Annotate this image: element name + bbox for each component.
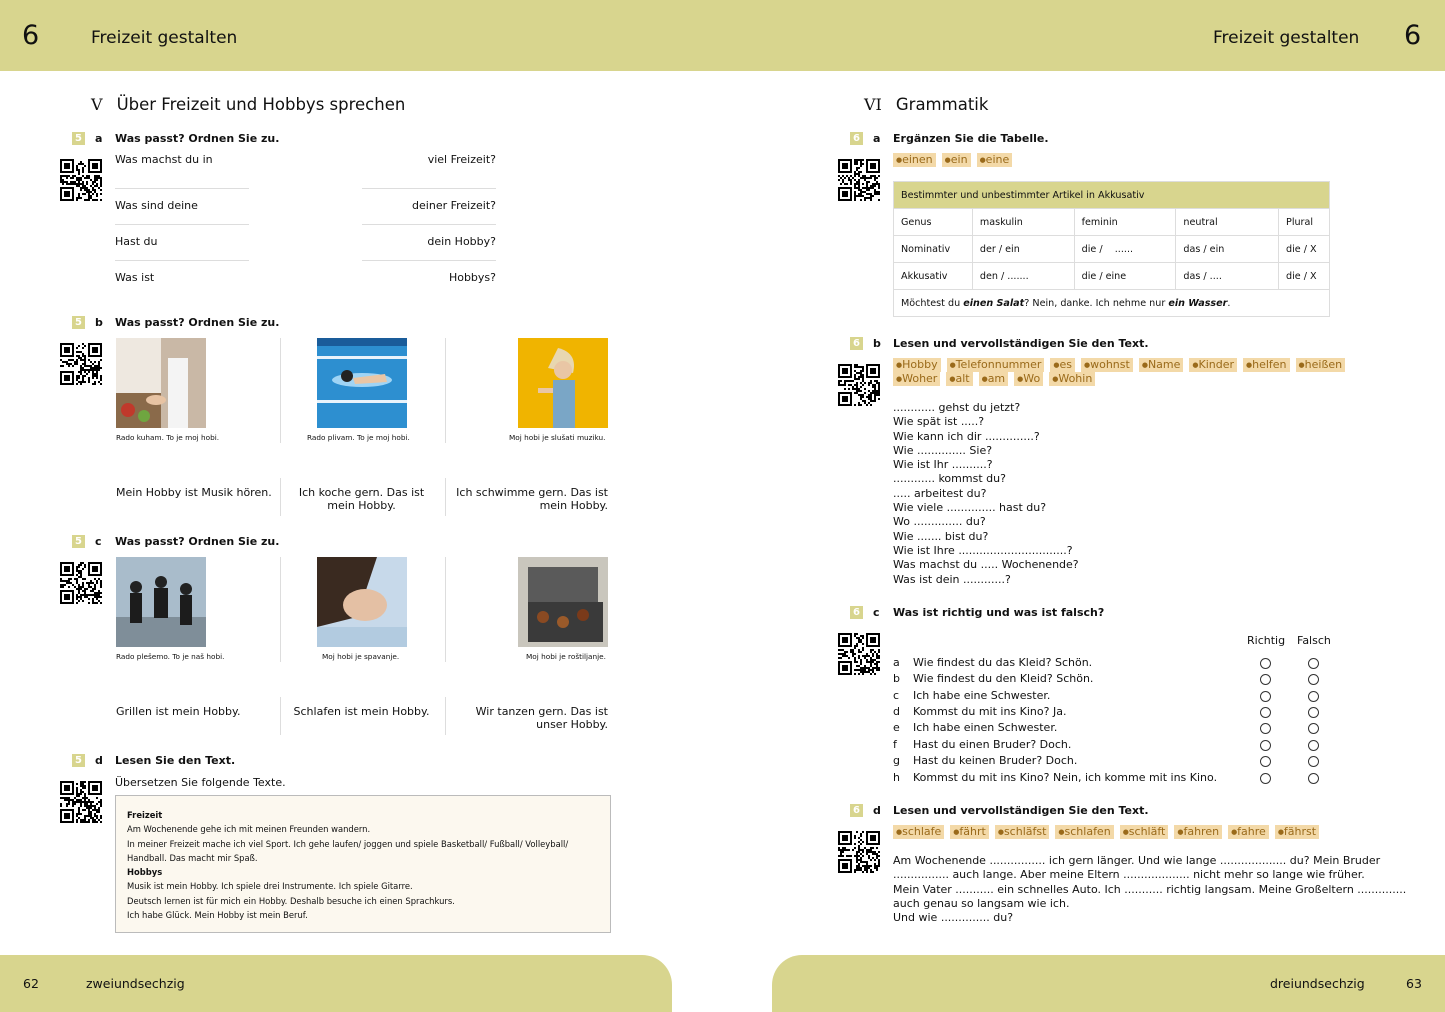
option-text[interactable]: Mein Hobby ist Musik hören. xyxy=(116,486,272,499)
falsch-radio[interactable] xyxy=(1308,674,1319,685)
match-left-item[interactable]: Was sind deine xyxy=(115,199,198,212)
exercise-letter: d xyxy=(873,804,881,817)
exercise-letter: b xyxy=(95,316,103,329)
fill-line[interactable]: Wie kann ich dir ..............? xyxy=(893,429,1040,443)
option-text[interactable]: Ich schwimme gern. Das ist mein Hobby. xyxy=(456,486,608,512)
divider xyxy=(280,697,281,735)
word-chip[interactable]: ● schläfst xyxy=(995,825,1050,839)
qr-code-icon[interactable] xyxy=(60,781,102,823)
match-right-item[interactable]: deiner Freizeit? xyxy=(412,199,496,212)
example-bold: einen Salat xyxy=(963,297,1025,309)
fill-line[interactable]: Was machst du ..... Wochenende? xyxy=(893,558,1079,572)
row-letter: g xyxy=(893,754,900,767)
table-cell: maskulin xyxy=(972,209,1074,236)
word-chip[interactable]: ● es xyxy=(1050,358,1075,372)
exercise-letter: b xyxy=(873,337,881,350)
qr-code-icon[interactable] xyxy=(60,562,102,604)
grilling-photo[interactable] xyxy=(518,557,608,647)
richtig-radio[interactable] xyxy=(1260,674,1271,685)
qr-code-icon[interactable] xyxy=(838,364,880,406)
header-title-right: Freizeit gestalten xyxy=(1213,28,1360,48)
statement-row xyxy=(893,705,1066,718)
word-bank xyxy=(893,358,1351,372)
word-chip[interactable]: ● alt xyxy=(946,372,972,386)
exercise-letter: c xyxy=(95,535,102,548)
qr-code-icon[interactable] xyxy=(60,159,102,201)
richtig-radio[interactable] xyxy=(1260,756,1271,767)
exercise-number: 5 xyxy=(72,535,85,548)
qr-code-graphic xyxy=(60,781,102,823)
word-chip[interactable]: ● ein xyxy=(942,153,971,167)
sleeping-photo[interactable] xyxy=(317,557,407,647)
word-bank xyxy=(893,825,1325,839)
fill-line[interactable]: Wie ist Ihre ...............................? xyxy=(893,543,1073,557)
word-chip[interactable]: ● Woher xyxy=(893,372,940,386)
photo-caption: Moj hobi je roštiljanje. xyxy=(526,652,606,661)
richtig-radio[interactable] xyxy=(1260,658,1271,669)
exercise-title: Was passt? Ordnen Sie zu. xyxy=(115,535,280,548)
word-chip[interactable]: ● schlafe xyxy=(893,825,944,839)
table-cell: neutral xyxy=(1176,209,1279,236)
text-heading: Freizeit xyxy=(127,810,163,820)
statement-row xyxy=(893,721,1057,734)
qr-code-graphic xyxy=(838,364,880,406)
exercise-title: Lesen und vervollständigen Sie den Text. xyxy=(893,337,1149,350)
qr-code-graphic xyxy=(60,343,102,385)
table-title: Bestimmter und unbestimmter Artikel in Akkusativ xyxy=(894,182,1330,209)
divider xyxy=(445,478,446,516)
falsch-radio[interactable] xyxy=(1308,707,1319,718)
exercise-title: Ergänzen Sie die Tabelle. xyxy=(893,132,1049,145)
divider xyxy=(362,260,496,261)
fill-line[interactable]: ............ kommst du? xyxy=(893,472,1006,486)
table-cell: die / X xyxy=(1279,236,1330,263)
divider xyxy=(280,478,281,516)
music-photo[interactable] xyxy=(518,338,608,428)
word-chip[interactable]: ● Wohin xyxy=(1049,372,1095,386)
statement-row xyxy=(893,754,1077,767)
chapter-number-right: 6 xyxy=(1404,20,1422,51)
falsch-radio[interactable] xyxy=(1308,723,1319,734)
text-line: In meiner Freizeit mache ich viel Sport. Ich gehe laufen/ joggen und spiele Basketball/ Fußball/ Volleyball/ xyxy=(127,838,569,849)
divider xyxy=(115,224,249,225)
divider xyxy=(362,224,496,225)
page-number-left: 62 xyxy=(23,976,39,991)
example-bold: ein Wasser xyxy=(1168,297,1228,309)
qr-code-graphic xyxy=(60,562,102,604)
exercise-title: Was passt? Ordnen Sie zu. xyxy=(115,316,280,329)
row-letter: d xyxy=(893,705,900,718)
word-chip[interactable]: ● einen xyxy=(893,153,936,167)
qr-code-graphic xyxy=(60,159,102,201)
exercise-number: 6 xyxy=(850,606,863,619)
text-line: Am Wochenende gehe ich mit meinen Freunden wandern. xyxy=(127,824,371,835)
text-line: Ich habe Glück. Mein Hobby ist mein Beruf. xyxy=(127,910,308,921)
qr-code-graphic xyxy=(838,831,880,873)
word-chip[interactable]: ● fahre xyxy=(1228,825,1269,839)
word-bank xyxy=(893,372,1101,386)
table-cell: Genus xyxy=(894,209,973,236)
fill-line[interactable]: ..... arbeitest du? xyxy=(893,486,987,500)
richtig-radio[interactable] xyxy=(1260,691,1271,702)
word-chip[interactable]: ● schlafen xyxy=(1055,825,1113,839)
falsch-radio[interactable] xyxy=(1308,756,1319,767)
word-chip[interactable]: ● fährt xyxy=(950,825,989,839)
fill-line[interactable]: Wie ist Ihr ..........? xyxy=(893,458,993,472)
photo-caption: Moj hobi je spavanje. xyxy=(322,652,400,661)
qr-code-graphic xyxy=(838,633,880,675)
exercise-number: 5 xyxy=(72,754,85,767)
richtig-radio[interactable] xyxy=(1260,723,1271,734)
fill-line[interactable]: ............ gehst du jetzt? xyxy=(893,401,1021,414)
word-chip[interactable]: ● Telefonnummer xyxy=(947,358,1045,372)
fill-line[interactable]: Und wie .............. du? xyxy=(893,911,1014,925)
fill-line[interactable]: Mein Vater ........... ein schnelles Auto. Ich ........... richtig langsam. Meine Großeltern .............. xyxy=(893,882,1407,896)
section-title-text: Über Freizeit und Hobbys sprechen xyxy=(116,95,406,114)
example-text: . xyxy=(1227,297,1231,309)
word-chip[interactable]: ● am xyxy=(979,372,1009,386)
qr-code-icon[interactable] xyxy=(838,831,880,873)
richtig-radio[interactable] xyxy=(1260,740,1271,751)
statement-row xyxy=(893,689,1050,702)
exercise-number: 6 xyxy=(850,337,863,350)
reading-text-box xyxy=(115,795,611,933)
fill-line[interactable]: Wie viele .............. hast du? xyxy=(893,501,1047,515)
row-text: Wie findest du das Kleid? Schön. xyxy=(913,656,1093,669)
column-header-falsch: Falsch xyxy=(1297,634,1331,647)
statement-row xyxy=(893,672,1093,685)
grammar-table xyxy=(893,181,1330,317)
divider xyxy=(445,557,446,662)
fill-line[interactable]: Am Wochenende ................ ich gern länger. Und wie lange ................... du? Mein Bruder xyxy=(893,854,1381,867)
text-heading: Hobbys xyxy=(127,867,163,878)
table-cell: Plural xyxy=(1279,209,1330,236)
word-chip[interactable]: ● fährst xyxy=(1275,825,1319,839)
falsch-radio[interactable] xyxy=(1308,773,1319,784)
divider xyxy=(362,188,496,189)
table-cell: Nominativ xyxy=(894,236,973,263)
exercise-letter: a xyxy=(95,132,103,145)
row-letter: h xyxy=(893,771,900,784)
divider xyxy=(280,338,281,443)
row-letter: f xyxy=(893,738,897,751)
option-text[interactable]: Wir tanzen gern. Das ist unser Hobby. xyxy=(475,705,608,731)
exercise-letter: d xyxy=(95,754,103,767)
fill-line[interactable]: Wie .............. Sie? xyxy=(893,443,993,457)
divider xyxy=(115,260,249,261)
exercise-title: Lesen Sie den Text. xyxy=(115,754,236,767)
match-right-item[interactable]: Hobbys? xyxy=(448,271,496,284)
match-left-item[interactable]: Hast du xyxy=(115,235,158,248)
table-cell: das / ein xyxy=(1176,236,1279,263)
exercise-title: Was passt? Ordnen Sie zu. xyxy=(115,132,280,145)
richtig-radio[interactable] xyxy=(1260,707,1271,718)
table-cell: die / eine xyxy=(1074,263,1176,290)
table-cell[interactable]: das / .... xyxy=(1176,263,1279,290)
exercise-instruction: Übersetzen Sie folgende Texte. xyxy=(115,776,286,789)
word-chip[interactable]: ● Hobby xyxy=(893,358,941,372)
word-chip[interactable]: ● eine xyxy=(977,153,1013,167)
column-header-richtig: Richtig xyxy=(1247,634,1286,647)
statement-row xyxy=(893,656,1092,669)
qr-code-icon[interactable] xyxy=(838,159,880,201)
fill-in-text xyxy=(893,854,1406,925)
exercise-number: 5 xyxy=(72,132,85,145)
row-text: Kommst du mit ins Kino? Ja. xyxy=(913,705,1067,718)
divider xyxy=(445,697,446,735)
section-roman-vi: VI xyxy=(864,95,882,114)
row-text: Ich habe eine Schwester. xyxy=(913,689,1051,702)
falsch-radio[interactable] xyxy=(1308,658,1319,669)
row-letter: a xyxy=(893,656,900,669)
row-letter: b xyxy=(893,672,900,685)
section-title-text: Grammatik xyxy=(895,95,989,114)
chapter-number-left: 6 xyxy=(22,20,40,51)
photo-caption: Rado plešemo. To je naš hobi. xyxy=(116,652,225,661)
word-chip[interactable]: ● Kinder xyxy=(1189,358,1237,372)
cooking-photo[interactable] xyxy=(116,338,206,428)
table-cell: der / ein xyxy=(972,236,1074,263)
divider xyxy=(115,188,249,189)
row-letter: c xyxy=(893,689,900,702)
option-text[interactable]: Ich koche gern. Das ist mein Hobby. xyxy=(298,486,425,512)
fill-line[interactable]: Was ist dein ............? xyxy=(893,572,1011,586)
fill-line[interactable]: ................ auch lange. Aber meine Eltern ................... nicht mehr so lange wie früher. xyxy=(893,868,1365,882)
page-number-right: 63 xyxy=(1406,976,1422,991)
photo-caption: Moj hobi je slušati muziku. xyxy=(509,433,606,442)
footer-word-left: zweiundsechzig xyxy=(86,976,185,991)
table-example xyxy=(894,290,1330,317)
exercise-letter: c xyxy=(873,606,880,619)
section-roman-v: V xyxy=(91,95,103,114)
table-cell[interactable]: die / ...... xyxy=(1074,236,1176,263)
word-chip[interactable]: ● heißen xyxy=(1296,358,1346,372)
row-text: Kommst du mit ins Kino? Nein, ich komme mit ins Kino. xyxy=(913,771,1218,784)
word-chip[interactable]: ● helfen xyxy=(1243,358,1290,372)
swimming-photo[interactable] xyxy=(317,338,407,428)
word-bank xyxy=(893,153,1018,167)
match-right-item[interactable]: dein Hobby? xyxy=(427,235,496,248)
qr-code-icon[interactable] xyxy=(60,343,102,385)
table-cell: feminin xyxy=(1074,209,1176,236)
divider xyxy=(445,338,446,443)
qr-code-graphic xyxy=(838,159,880,201)
dancing-photo[interactable] xyxy=(116,557,206,647)
word-chip[interactable]: ● wohnst xyxy=(1081,358,1133,372)
table-cell: die / X xyxy=(1279,263,1330,290)
option-text[interactable]: Schlafen ist mein Hobby. xyxy=(293,705,430,718)
row-text: Ich habe einen Schwester. xyxy=(913,721,1058,734)
photo-caption: Rado plivam. To je moj hobi. xyxy=(307,433,410,442)
word-chip[interactable]: ● Name xyxy=(1139,358,1184,372)
exercise-title: Lesen und vervollständigen Sie den Text. xyxy=(893,804,1149,817)
text-line: Handball. Das macht mir Spaß. xyxy=(127,852,258,863)
falsch-radio[interactable] xyxy=(1308,691,1319,702)
falsch-radio[interactable] xyxy=(1308,740,1319,751)
row-text: Hast du keinen Bruder? Doch. xyxy=(913,754,1078,767)
row-text: Wie findest du den Kleid? Schön. xyxy=(913,672,1094,685)
word-chip[interactable]: ● fahren xyxy=(1174,825,1222,839)
match-left-item[interactable]: Was ist xyxy=(115,271,155,284)
fill-line[interactable]: Wie spät ist .....? xyxy=(893,415,985,429)
fill-in-text xyxy=(893,401,1079,587)
row-letter: e xyxy=(893,721,900,734)
statement-row xyxy=(893,771,1217,784)
table-cell: Akkusativ xyxy=(894,263,973,290)
exercise-number: 6 xyxy=(850,132,863,145)
section-title-vi xyxy=(864,95,988,114)
header-title-left: Freizeit gestalten xyxy=(91,28,238,48)
richtig-radio[interactable] xyxy=(1260,773,1271,784)
option-text[interactable]: Grillen ist mein Hobby. xyxy=(116,705,241,718)
example-text: Möchtest du xyxy=(901,297,964,309)
row-text: Hast du einen Bruder? Doch. xyxy=(913,738,1072,751)
text-line: Deutsch lernen ist für mich ein Hobby. Deshalb besuche ich einen Sprachkurs. xyxy=(127,895,455,906)
divider xyxy=(280,557,281,662)
exercise-number: 6 xyxy=(850,804,863,817)
section-title-v xyxy=(91,95,405,114)
word-chip[interactable]: ● schläft xyxy=(1120,825,1169,839)
match-left-item[interactable]: Was machst du in xyxy=(115,153,213,166)
word-chip[interactable]: ● Wo xyxy=(1014,372,1043,386)
exercise-number: 5 xyxy=(72,316,85,329)
fill-line[interactable]: Wo .............. du? xyxy=(893,515,986,529)
fill-line[interactable]: Wie ....... bist du? xyxy=(893,529,989,543)
photo-caption: Rado kuham. To je moj hobi. xyxy=(116,433,220,442)
qr-code-icon[interactable] xyxy=(838,633,880,675)
exercise-letter: a xyxy=(873,132,881,145)
fill-line[interactable]: auch genau so langsam wie ich. xyxy=(893,896,1070,910)
table-cell[interactable]: den / ....... xyxy=(972,263,1074,290)
match-right-item[interactable]: viel Freizeit? xyxy=(427,153,496,166)
text-line: Musik ist mein Hobby. Ich spiele drei Instrumente. Ich spiele Gitarre. xyxy=(127,881,413,892)
footer-word-right: dreiundsechzig xyxy=(1270,976,1365,991)
example-text: ? Nein, danke. Ich nehme nur xyxy=(1024,297,1169,309)
statement-row xyxy=(893,738,1071,751)
exercise-title: Was ist richtig und was ist falsch? xyxy=(893,606,1105,619)
